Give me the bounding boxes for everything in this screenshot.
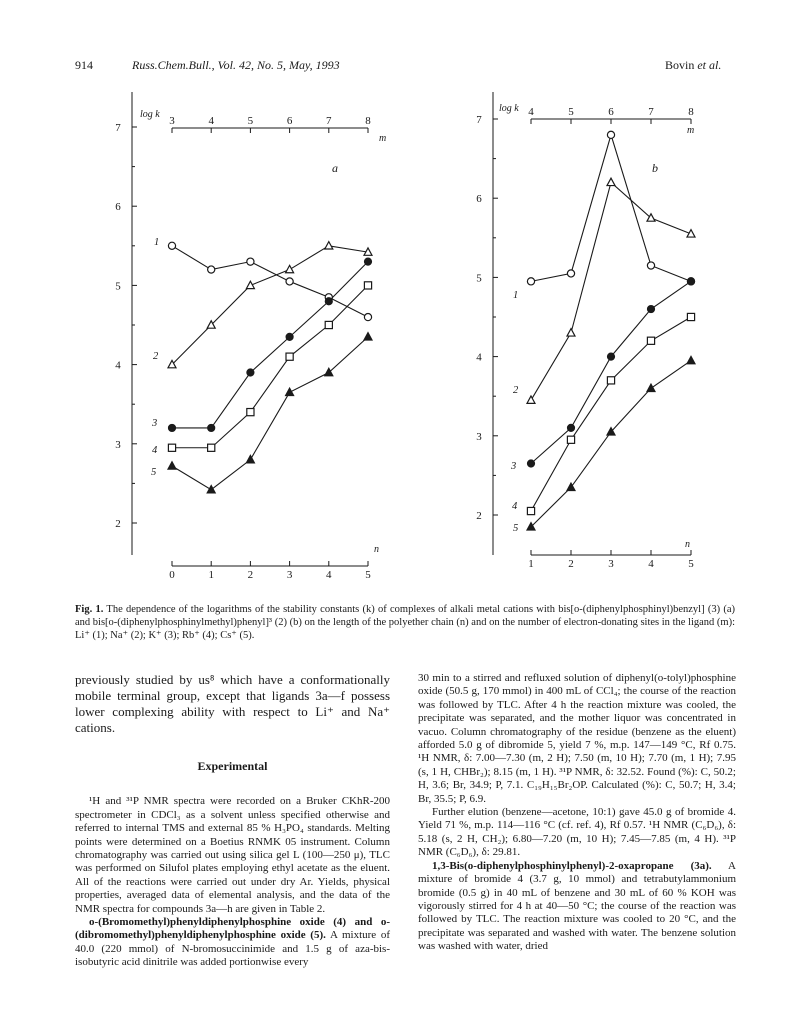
y-tick-label: 6 [476,193,482,206]
m-tick-label: 5 [568,106,574,118]
m-tick-label: 8 [365,115,371,127]
data-point [567,329,575,336]
series-line [172,285,368,447]
data-point [527,460,534,467]
series-line [531,281,691,463]
page-number: 914 [75,58,93,72]
n-tick-label: 4 [648,558,654,570]
y-tick-label: 2 [476,510,482,522]
panel-b [476,92,695,570]
data-point [246,455,254,462]
m-axis-label: m [379,133,387,144]
m-tick-label: 4 [528,106,534,118]
data-point [527,396,535,403]
data-point [325,298,332,305]
data-point [286,388,294,395]
data-point [687,278,694,285]
data-point [208,266,215,273]
section-heading-experimental: Experimental [197,759,268,773]
data-point [168,242,175,249]
curve-label: 4 [152,445,158,456]
authors-etal: et al. [697,58,722,72]
data-point [647,384,655,391]
data-point [364,258,371,265]
data-point [364,313,371,320]
curve-label: 4 [512,501,518,512]
data-point [325,242,333,249]
data-point [247,369,254,376]
series-line [172,337,368,490]
data-point [168,462,176,469]
y-tick-label: 6 [115,201,121,214]
n-tick-label: 2 [568,558,574,570]
curve-label: 5 [151,467,157,478]
data-point [247,409,254,416]
data-point [325,321,332,328]
m-tick-label: 7 [326,115,332,127]
caption-fig-label: Fig. 1. [75,604,104,615]
data-point [207,486,215,493]
data-point [607,377,614,384]
n-tick-label: 4 [326,569,332,581]
curve-label: 5 [513,523,519,534]
y-tick-label: 5 [476,272,482,285]
data-point [208,424,215,431]
data-point [647,337,654,344]
data-point [687,356,695,363]
elution-paragraph: Further elution (benzene—acetone, 10:1) gave 45.0 g of bromide 4. Yield 71 %, m.p. 114—116 °C (cf. ref. 4), Rf 0.57. ¹H NMR (C₆D₆), δ: 5.18 (s, 2 H, CH₂); 6.80—7.20 (m, 10 H); 7.45—7.85 (m, 4 H). ³¹P NMR (C₆D₆), δ: 29.81. [418,806,736,859]
y-tick-label: 5 [115,280,121,293]
n-axis-label: n [374,544,379,555]
data-point [607,131,614,138]
data-point [286,278,293,285]
right-column [418,672,736,954]
y-tick-label: 4 [115,359,121,372]
m-tick-label: 8 [688,106,694,118]
synthesis-title: o-(Bromomethyl)phenyldiphenylphosphine oxide (4) and o-(dibromomethyl)phenyldiphenylphosphine oxide (5). [75,916,390,942]
panel-a [115,92,386,581]
data-point [607,353,614,360]
curve-label: 1 [154,237,160,248]
authors-main: Bovin [665,58,698,72]
journal-citation: Russ.Chem.Bull., Vol. 42, No. 5, May, 1993 [132,58,340,72]
n-tick-label: 1 [208,569,214,581]
n-tick-label: 1 [528,558,534,570]
series-line [172,246,368,317]
data-point [567,424,574,431]
compound-3a-title: 1,3-Bis(o-diphenylphosphinylphenyl)-2-oxapropane (3a). [432,859,712,872]
data-point [567,270,574,277]
caption-text: The dependence of the logarithms of the stability constants (k) of complexes of alkali metal cations with bis[o-(diphenylphosphinyl)benzyl] (3) (a) and bis[o-(diphenylphosphinylmethyl)phenyl]³ (2) (b) on the length of the polyether chain (n) and on the number of electron-donating sites in the ligand (m): Li⁺ (1); Na⁺ (2); K⁺ (3); Rb⁺ (4); Cs⁺ (5). [75,604,735,641]
data-point [168,424,175,431]
panel-label: a [332,161,338,175]
series-line [172,262,368,428]
n-tick-label: 5 [688,558,694,570]
y-tick-label: 7 [476,114,482,126]
panel-label: b [652,161,658,175]
m-tick-label: 6 [286,115,293,127]
data-point [607,178,615,185]
data-point [286,353,293,360]
data-point [687,313,694,320]
series-line [531,317,691,511]
curve-label: 2 [153,351,159,362]
experimental-paragraph: ¹H and ³¹P NMR spectra were recorded on a Bruker CKhR-200 spectrometer in CDCl₃ as a solvent unless specified otherwise and referred to internal TMS and external 85 % H₃PO₄ standards. Melting points were determined on a Boetius RNMK 05 instrument. Column chromatography was carried out using silica gel L (100—250 μ), TLC was performed on Silufol plates employing ethyl acetate as the eluent. All of the reactions were carried out under dry Ar. Yields, physical properties, averaged data of elemental analysis, and the data of the NMR spectra for compounds 3a—h are given in Table 2. [75,795,390,915]
m-axis-label: m [687,125,695,136]
lead-paragraph: previously studied by us⁸ which have a conformationally mobile terminal group, except that ligands 3a—f possess lower complexing ability with respect to Li⁺ and Na⁺ cations. [75,672,390,735]
curve-label: 1 [513,290,519,301]
curve-label: 2 [513,385,519,396]
data-point [286,265,294,272]
curve-label: 3 [511,461,517,472]
y-tick-label: 3 [476,430,482,443]
series-line [531,361,691,527]
data-point [567,436,574,443]
n-tick-label: 0 [169,569,175,581]
n-tick-label: 2 [247,569,254,581]
data-point [168,444,175,451]
data-point [247,258,254,265]
data-point [286,333,293,340]
data-point [208,444,215,451]
series-line [531,182,691,400]
y-tick-label: 3 [115,438,121,451]
left-column [75,672,390,970]
data-point [527,278,534,285]
m-tick-label: 4 [208,115,214,127]
data-point [647,305,654,312]
y-tick-label: 7 [115,122,121,134]
m-tick-label: 7 [648,106,654,118]
compound-3a-text: A mixture of bromide 4 (3.7 g, 10 mmol) and tetrabutylammonium bromide (0.5 g) in 40 mL of benzene and 30 mL of 60 % KOH was vigorously stirred for 4 h at 40—50 °C; the course of the reaction was followed by TLC. The reaction mixture was cooled to 20 °C, and the precipitate was separated and washed with water. The benzene solution was washed with water, dried [418,859,737,953]
n-tick-label: 5 [365,569,371,581]
m-tick-label: 3 [169,115,175,127]
figure-caption [75,603,735,642]
synthesis-text: A mixture of 40.0 (220 mmol) of N-bromosuccinimide and 1.5 g of aza-bis-isobutyric acid dinitrile was added portionwise every [75,929,391,969]
y-tick-label: 4 [476,351,482,364]
data-point [246,281,254,288]
m-tick-label: 5 [247,115,254,127]
compound-3a-paragraph [418,860,736,954]
curve-label: 3 [152,418,158,429]
m-tick-label: 6 [608,106,614,118]
data-point [647,262,654,269]
continuation-paragraph: 30 min to a stirred and refluxed solution of diphenyl(o-tolyl)phosphine oxide (50.5 g, 170 mmol) in 400 mL of CCl₄; the course of the reaction was followed by TLC. After 4 h the reaction mixture was cooled, the precipitate was separated, and the mother liquor was concentrated in vacuo. Column chromatography of the residue (benzene as the eluent) afforded 5.0 g of dibromide 5, yield 7 %, m.p. 147—149 °C, Rf 0.75. ¹H NMR, δ: 7.00—7.30 (m, 2 H); 7.50 (m, 10 H); 7.70 (m, 1 H); 7.95 (s, 1 H, CHBr₂); 8.15 (m, 1 H). ³¹P NMR, δ: 32.52. Found (%): C, 50.2; H, 3.6; Br, 34.9; P, 7.1. C₁₉H₁₅Br₂OP. Calculated (%): C, 50.7; H, 3.4; Br, 35.5; P, 6.9. [418,672,736,805]
data-point [527,507,534,514]
y-axis-label: log k [140,109,160,120]
n-tick-label: 3 [608,558,614,570]
y-axis-label: log k [499,103,519,114]
y-tick-label: 2 [115,518,121,530]
series-line [531,135,691,282]
data-point [364,333,372,340]
data-point [687,230,695,237]
n-tick-label: 3 [286,569,293,581]
data-point [364,282,371,289]
synthesis-paragraph [75,916,390,970]
n-axis-label: n [685,539,690,550]
